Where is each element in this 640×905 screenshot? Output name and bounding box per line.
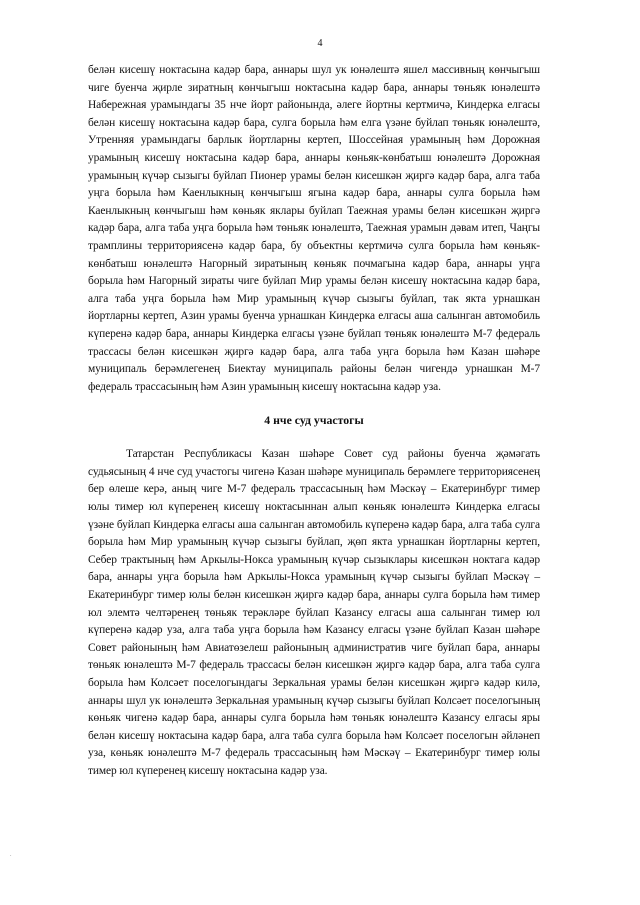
section-heading: 4 нче суд участогы — [264, 413, 364, 428]
margin-mark: . — [10, 852, 12, 858]
boundary-paragraph-continued: белән кисешү ноктасына кадәр бара, аннары шул ук юнәлештә яшел массивның көнчыгыш чиге буенча җирле зиратның көнчыгыш ноктасына кадәр бара, аннары төньяк юнәлештә Набережная урамындагы 35 нче йорт районында, әлеге йортны кертмичә, Киндерка елгасы белән кисешү ноктасына кадәр бара, сулга борыла һәм елга үзәне буйлап төньяк юнәлештә, Утренняя урамындагы барлык йортларны кертеп, Шоссейная урамының һәм Дорожная урамының кисешү ноктасына кадәр бара, аннары көньяк-көнбатыш юнәлештә Дорожная урамының күчәр сызыгы буйлап Пионер урамы белән кисешкән җиргә кадәр бара, алга таба уңга борыла һәм Каенлыкның көнчыгыш ягына кадәр бара, аннары сулга борыла һәм Каенлыкның көнчыгыш һәм көньяк яклары буйлап Таежная урамы белән кисешкән җиргә кадәр бара, алга таба уңга борыла һәм төньяк юнәлештә, Таежная урамын дәвам итеп, Чаңгы трамплины территориясенә кадәр бара, бу объектны кертмичә сулга борыла һәм көньяк-көнбатыш юнәлештә Нагорный зиратының көньяк почмагына кадәр бара, аннары уңга борыла һәм Нагорный зираты чиге буйлап Мир урамы белән кисешү ноктасына кадәр бара, алга таба уңга борыла һәм Мир урамының күчәр сызыгы буйлап, так якта урнашкан йортларны кертеп, Азин урамы буенча урнашкан Киндерка елгасы аша салынган автомобиль күперенә кадәр бара, аннары Киндерка елгасы үзәне буйлап төньяк юнәлештә М-7 федераль трассасы белән кисешкән җиргә кадәр бара, алга таба уңга борыла һәм Казан шәһәре муниципаль берәмлегенең Биектау муниципаль районы белән чигендә урнашкан М-7 федераль трассасының һәм Азин урамының кисешү ноктасына кадәр уза. — [88, 64, 540, 393]
boundary-paragraph-section-4: Татарстан Республикасы Казан шәһәре Совет суд районы буенча җәмәгать судьясының 4 нче суд участогы чигенә Казан шәһәре муниципаль берәмлеге территориясенең бер өлеше керә, аның чиге М-7 федераль трассасының һәм Мәскәү – Екатеринбург тимер юлы тимер юл күперенең кисешү ноктасыннан алып көньяк юнәлештә Киндерка елгасы үзәне буйлап Киндерка елгасы аша салынган автомобиль күперенә кадәр бара, алга таба сулга борыла һәм Мир урамының күчәр сызыгы буйлап, җөп якта урнашкан йортларны кертеп, Себер трактының һәм Аркылы-Нокса урамының күчәр сызыклары кисешкән ноктага кадәр бара, аннары уңга борыла һәм Аркылы-Нокса урамының күчәр сызыгы буйлап Мәскәү – Екатеринбург тимер юлы белән кисешкән җиргә кадәр бара, аннары сулга борыла һәм тимер юл элемтә челтәренең төньяк терәкләре буйлап Казансу елгасы аша салынган тимер юл күперенә кадәр уза, алга таба уңга борыла һәм Казансу елгасы үзәне буйлап Казан шәһәре Совет районының һәм Авиатөзелеш районының административ чиге буйлап бара, аннары төньяк юнәлештә М-7 федераль трассасы белән кисешкән җиргә кадәр бара, алга таба сулга борыла һәм Колсәет поселогындагы Зеркальная урамы белән кисешкән җиргә кадәр килә, аннары шул ук юнәлештә Зеркальная урамының күчәр сызыгы буйлап Колсәет поселогының көньяк чигенә кадәр бара, аннары сулга борыла һәм төньяк юнәлештә Казансу елгасы яры белән кисешү ноктасына кадәр бара, алга таба сулга борыла һәм Колсәет поселогын әйләнеп уза, көньяк юнәлештә М-7 федераль трассасының һәм Мәскәү – Екатеринбург тимер юлы тимер юл күперенең кисешү ноктасына кадәр уза. — [88, 448, 540, 777]
document-body — [88, 62, 540, 781]
page-number: 4 — [317, 38, 323, 49]
